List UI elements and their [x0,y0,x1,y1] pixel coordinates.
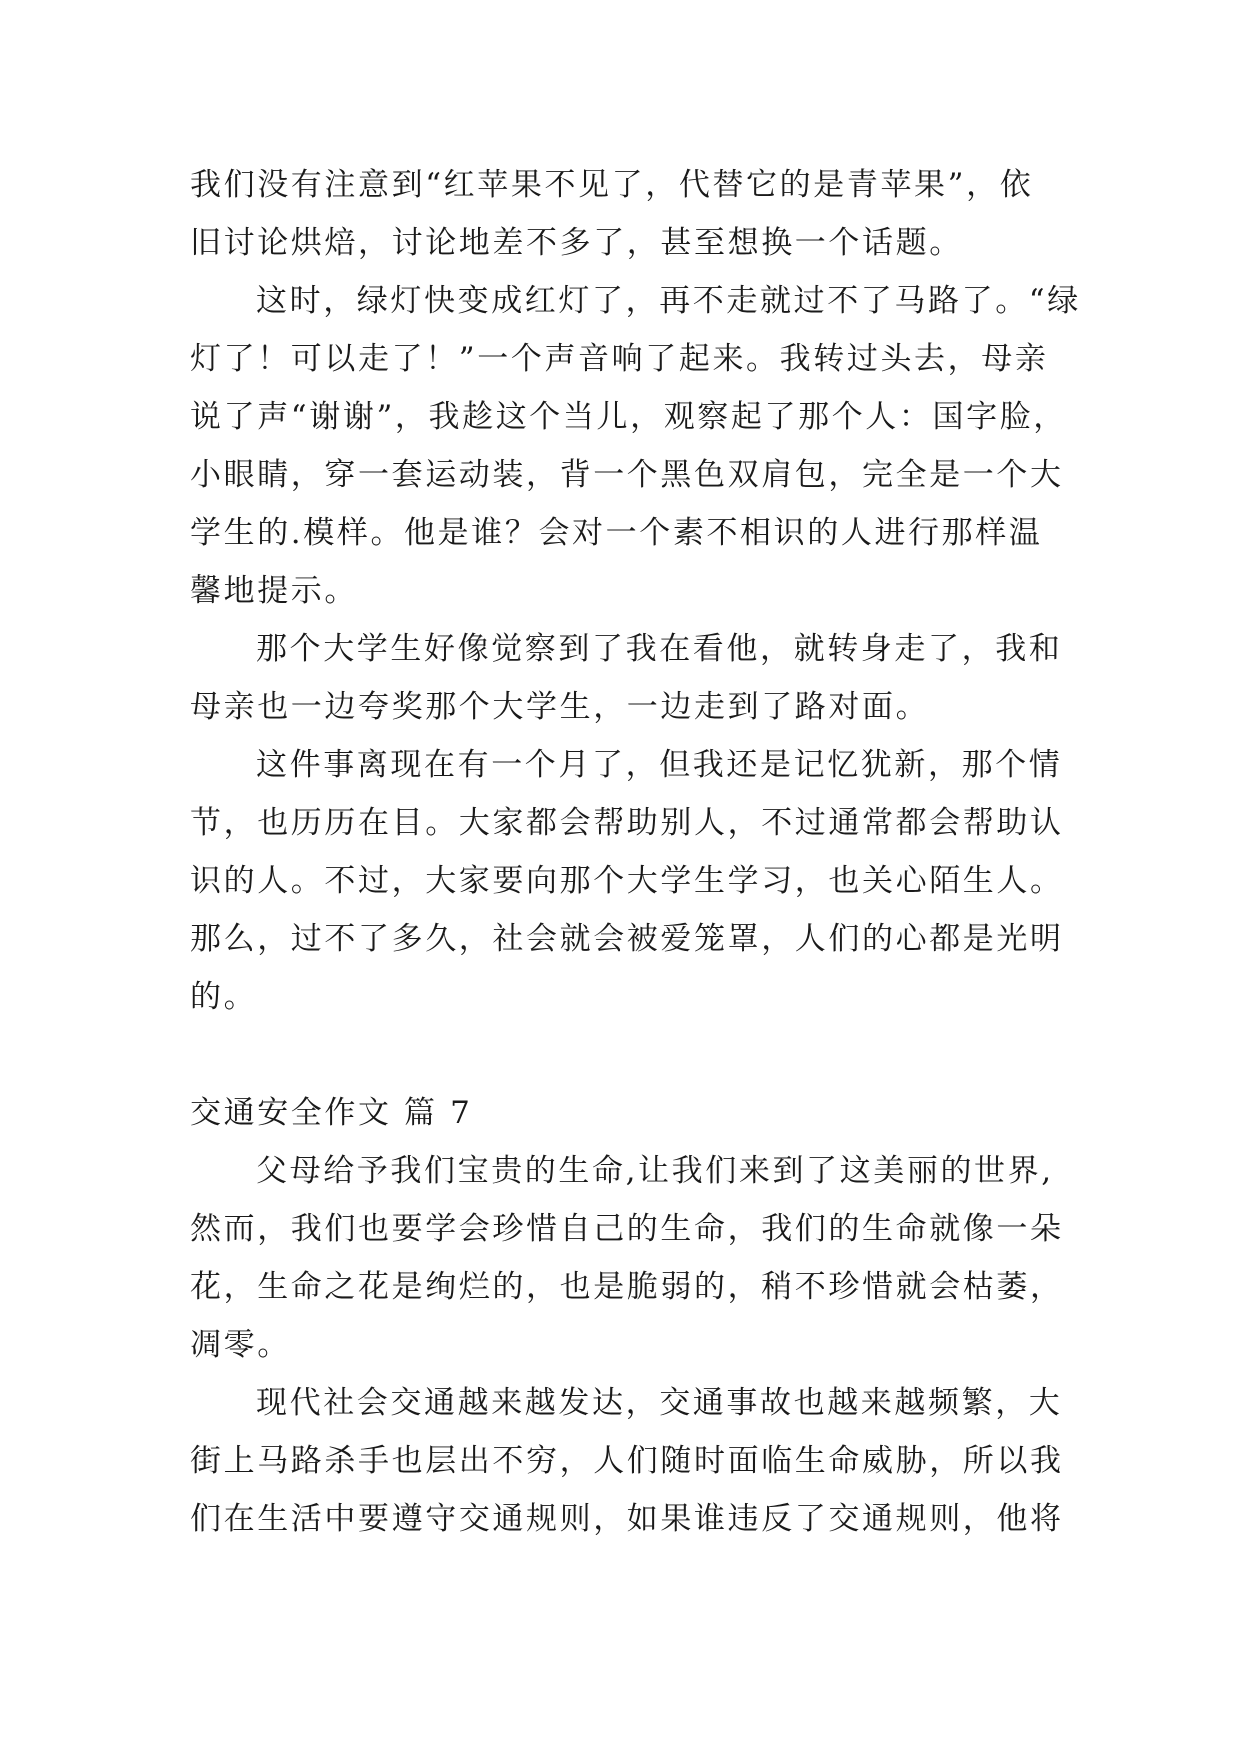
text-line: 那么，过不了多久，社会就会被爱笼罩，人们的心都是光明 [190,921,1064,957]
paragraph [190,1374,1064,1548]
text-line: 凋零。 [190,1327,291,1363]
text-line: 小眼睛，穿一套运动装，背一个黑色双肩包，完全是一个大 [190,457,1064,493]
paragraph [190,620,1063,736]
paragraph [190,272,1081,620]
text-line: 识的人。不过，大家要向那个大学生学习，也关心陌生人。 [190,863,1064,899]
text-line: 馨地提示。 [190,573,358,609]
text-line: 灯了！可以走了！”一个声音响了起来。我转过头去，母亲 [190,341,1049,377]
text-line: 说了声“谢谢”，我趁这个当儿，观察起了那个人：国字脸， [190,399,1067,435]
text-line: 的。 [190,979,258,1015]
text-line: 学生的.模样。他是谁？会对一个素不相识的人进行那样温 [190,515,1043,551]
section-spacer [190,1026,1050,1084]
paragraph [190,1142,1064,1374]
section-heading: 交通安全作文 篇 7 [190,1095,473,1131]
text-line: 花，生命之花是绚烂的，也是脆弱的，稍不珍惜就会枯萎， [190,1269,1064,1305]
text-line: 们在生活中要遵守交通规则，如果谁违反了交通规则，他将 [190,1501,1064,1537]
paragraph [190,736,1064,1026]
text-line: 那个大学生好像觉察到了我在看他，就转身走了，我和 [256,631,1063,667]
text-line: 现代社会交通越来越发达，交通事故也越来越频繁，大 [256,1385,1063,1421]
text-line: 父母给予我们宝贵的生命,让我们来到了这美丽的世界, [256,1153,1054,1189]
text-line: 我们没有注意到“红苹果不见了，代替它的是青苹果”，依 [190,167,1034,203]
paragraph [190,156,1050,272]
text-line: 节，也历历在目。大家都会帮助别人，不过通常都会帮助认 [190,805,1064,841]
text-line: 这件事离现在有一个月了，但我还是记忆犹新，那个情 [256,747,1063,783]
text-line: 母亲也一边夸奖那个大学生，一边走到了路对面。 [190,689,930,725]
text-line: 然而，我们也要学会珍惜自己的生命，我们的生命就像一朵 [190,1211,1064,1247]
text-line: 旧讨论烘焙，讨论地差不多了，甚至想换一个话题。 [190,225,963,261]
document-body [190,156,1081,1548]
text-line: 街上马路杀手也层出不穷，人们随时面临生命威胁，所以我 [190,1443,1064,1479]
text-line: 这时，绿灯快变成红灯了，再不走就过不了马路了。“绿 [256,283,1081,319]
